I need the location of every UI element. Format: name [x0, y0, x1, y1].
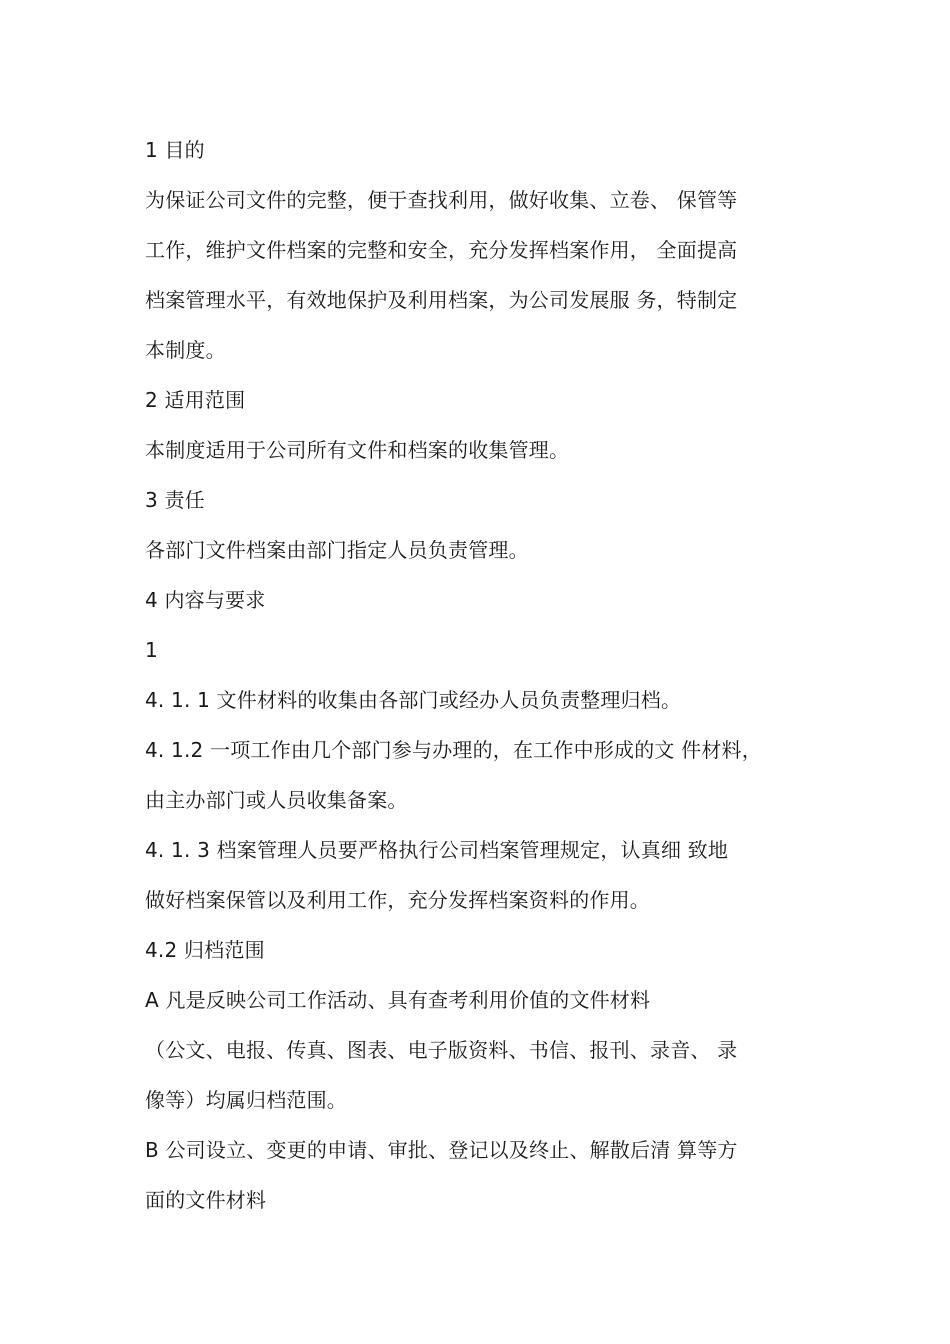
section-heading-purpose: 1 目的: [145, 138, 205, 162]
paragraph-line: 工作，维护文件档案的完整和安全，充分发挥档案作用， 全面提高: [145, 238, 738, 262]
subsection-number: 1: [145, 638, 158, 662]
paragraph-line: 本制度适用于公司所有文件和档案的收集管理。: [145, 438, 570, 462]
paragraph-line: 档案管理水平，有效地保护及利用档案，为公司发展服 务，特制定: [145, 288, 738, 312]
paragraph-line: 4. 1. 1 文件材料的收集由各部门或经办人员负责整理归档。: [145, 688, 682, 712]
paragraph-line: 做好档案保管以及利用工作，充分发挥档案资料的作用。: [145, 888, 650, 912]
section-heading-archive-scope: 4.2 归档范围: [145, 938, 265, 962]
paragraph-line: B 公司设立、变更的申请、审批、登记以及终止、解散后清 算等方: [145, 1138, 738, 1162]
paragraph-line: 由主办部门或人员收集备案。: [145, 788, 408, 812]
paragraph-line: 为保证公司文件的完整，便于查找利用，做好收集、立卷、 保管等: [145, 188, 738, 212]
paragraph-line: 4. 1.2 一项工作由几个部门参与办理的，在工作中形成的文 件材料，: [145, 738, 762, 762]
paragraph-line: 各部门文件档案由部门指定人员负责管理。: [145, 538, 529, 562]
paragraph-line: 像等）均属归档范围。: [145, 1088, 347, 1112]
section-heading-content: 4 内容与要求: [145, 588, 266, 612]
section-heading-scope: 2 适用范围: [145, 388, 246, 412]
paragraph-line: A 凡是反映公司工作活动、具有查考利用价值的文件材料: [145, 988, 651, 1012]
section-heading-responsibility: 3 责任: [145, 488, 205, 512]
paragraph-line: 面的文件材料: [145, 1188, 267, 1212]
paragraph-line: （公文、电报、传真、图表、电子版资料、书信、报刊、录音、 录: [145, 1038, 738, 1062]
document-body: [145, 125, 845, 1225]
paragraph-line: 4. 1. 3 档案管理人员要严格执行公司档案管理规定，认真细 致地: [145, 838, 729, 862]
paragraph-line: 本制度。: [145, 338, 226, 362]
